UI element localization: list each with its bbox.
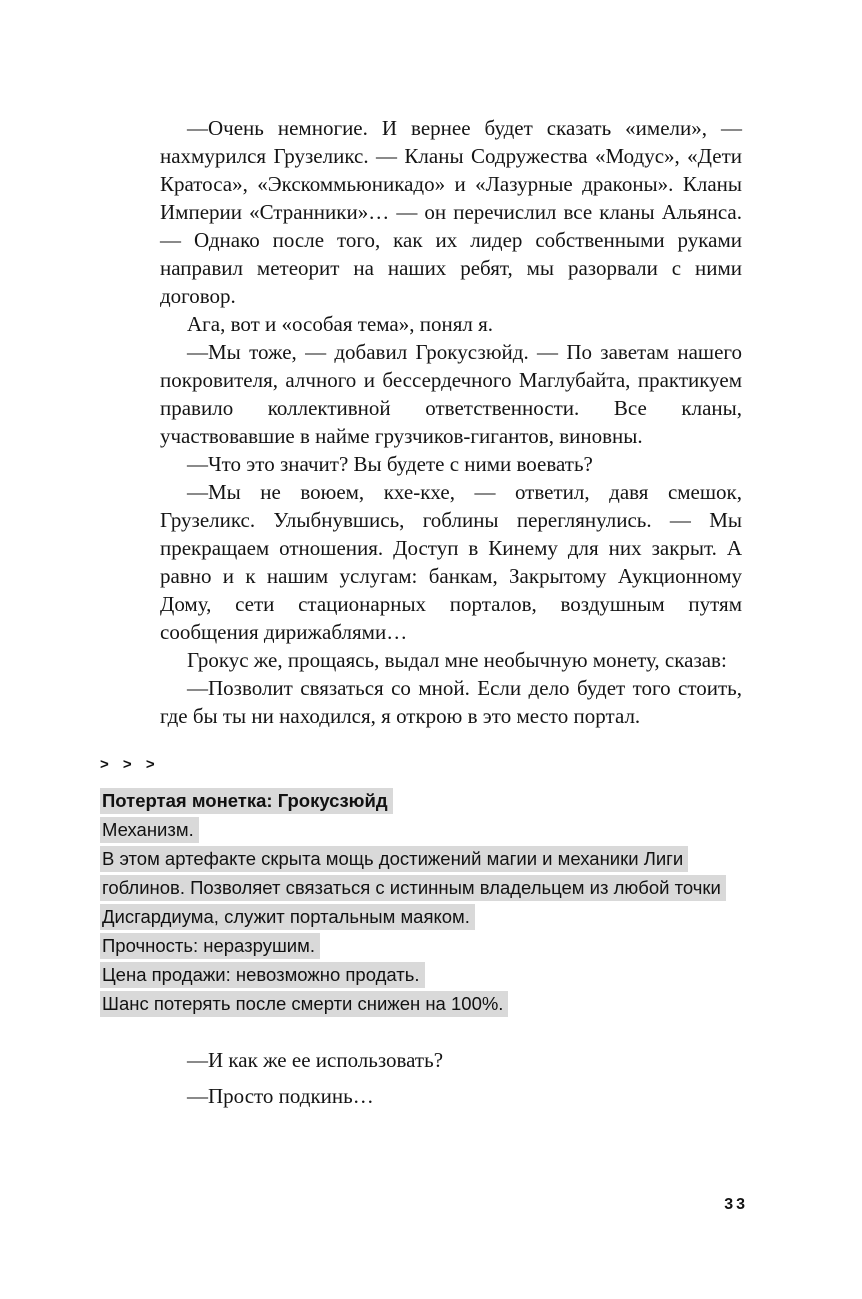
item-durability-line — [100, 931, 748, 960]
page-number: 33 — [724, 1196, 748, 1213]
item-description: В этом артефакте скрыта мощь достижений магии и механики Лиги гоблинов. Позволяет связаться с истинным владельцем из любой точки Дисгардиума, служит портальным маяком. — [100, 846, 726, 930]
item-durability: Прочность: неразрушим. — [100, 933, 320, 959]
game-item-notification — [100, 750, 748, 1018]
item-sell-price-line — [100, 960, 748, 989]
item-description-line — [100, 844, 748, 931]
dialogue-line: —И как же ее использовать? — [187, 1048, 444, 1072]
narrative-text — [160, 0, 742, 730]
paragraph: —Позволит связаться со мной. Если дело будет того стоить, где бы ты ни находился, я открою в это место портал. — [160, 676, 742, 728]
chevron-marker: > > > — [100, 756, 160, 773]
item-type-line — [100, 815, 748, 844]
item-title-line — [100, 786, 748, 815]
item-loss-chance: Шанс потерять после смерти снижен на 100%. — [100, 991, 508, 1017]
paragraph: —Очень немногие. И вернее будет сказать «имели», — нахмурился Грузеликс. — Кланы Содружества «Модус», «Дети Кратоса», «Экскоммьюникадо» и «Лазурные драконы». Кланы Империи «Странники»… — он перечислил все кланы Альянса. — Однако после того, как их лидер собственными руками направил метеорит на наших ребят, мы разорвали с ними договор. — [160, 116, 742, 308]
paragraph: —Мы не воюем, кхе-кхе, — ответил, давя смешок, Грузеликс. Улыбнувшись, гоблины переглянулись. — Мы прекращаем отношения. Доступ в Кинему для них закрыт. А равно и к нашим услугам: банкам, Закрытому Аукционному Дому, сети стационарных порталов, воздушным путям сообщения дирижаблями… — [160, 480, 742, 644]
item-type: Механизм. — [100, 817, 199, 843]
item-loss-chance-line — [100, 989, 748, 1018]
paragraph: —Что это значит? Вы будете с ними воевать? — [187, 452, 593, 476]
dialogue-line: —Просто подкинь… — [187, 1084, 374, 1108]
paragraph: Грокус же, прощаясь, выдал мне необычную монету, сказав: — [187, 648, 727, 672]
paragraph: Ага, вот и «особая тема», понял я. — [187, 312, 494, 336]
paragraph: —Мы тоже, — добавил Грокусзюйд. — По заветам нашего покровителя, алчного и бессердечного Маглубайта, практикуем правило коллективной ответственности. Все кланы, участвовавшие в найме грузчиков-гигантов, виновны. — [160, 340, 742, 448]
item-title: Потертая монетка: Грокусзюйд — [100, 788, 393, 814]
item-sell-price: Цена продажи: невозможно продать. — [100, 962, 425, 988]
closing-dialogue — [160, 1046, 742, 1110]
